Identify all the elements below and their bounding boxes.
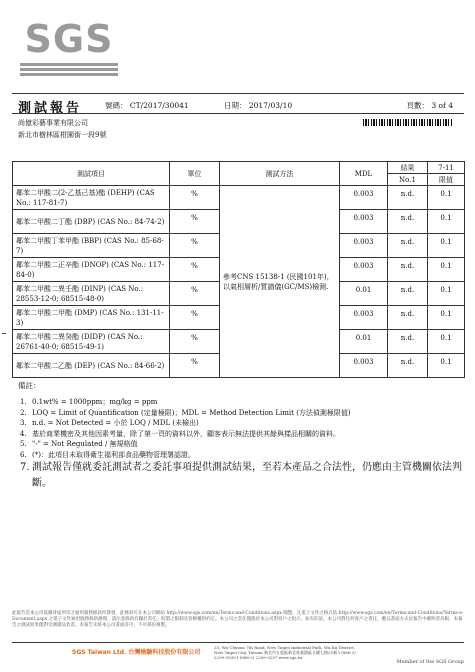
row-item: 鄰苯二甲酸二異癸酯 (DIDP) (CAS No.: 26761-40-0; 68515-49-1) [13,330,170,354]
note-item [18,397,463,408]
row-result: n.d. [388,282,428,306]
row-item: 鄰苯二甲酸二丁酯 (DBP) (CAS No.: 84-74-2) [13,210,170,234]
header-mdl: MDL [340,162,388,186]
report-date [224,100,292,111]
note-text: LOQ = Limit of Quantification (定量極限)；MDL = Method Detection Limit (方法偵測極限值) [32,408,351,417]
row-result: n.d. [388,258,428,282]
row-unit: % [170,282,220,306]
report-number-label: 號碼： [105,101,128,110]
company-name: 尚億彩藝事業有限公司 [18,119,88,127]
note-number: 3. [20,419,27,427]
header-item: 測試項目 [13,162,170,186]
row-limit: 0.1 [428,210,465,234]
header-result: 結果 [388,162,428,174]
footer-bar [12,645,464,665]
row-limit: 0.1 [428,186,465,210]
row-mdl: 0.01 [340,330,388,354]
header-method: 測試方法 [220,162,340,186]
row-mdl: 0.003 [340,210,388,234]
report-number-value: CT/2017/30041 [129,101,189,110]
note-item [18,450,463,461]
row-result: n.d. [388,210,428,234]
row-mdl: 0.003 [340,234,388,258]
note-text: 測試報告僅就委託測試者之委託事項提供測試結果，至若本產品之合法性，仍應由主管機關依法判斷。 [32,462,462,489]
sgs-logo [20,16,118,80]
row-mdl: 0.003 [340,258,388,282]
row-result: n.d. [388,234,428,258]
row-unit: % [170,210,220,234]
row-mdl: 0.01 [340,282,388,306]
row-mdl: 0.003 [340,186,388,210]
row-mdl: 0.003 [340,354,388,378]
row-limit: 0.1 [428,330,465,354]
barcode [363,119,453,126]
header-unit: 單位 [170,162,220,186]
row-result: n.d. [388,306,428,330]
company-block [18,117,106,141]
note-item [18,460,463,492]
row-result: n.d. [388,354,428,378]
note-text: "-" = Not Regulated / 無規格值 [32,440,138,448]
row-limit: 0.1 [428,282,465,306]
row-unit: % [170,306,220,330]
note-item [18,418,463,429]
row-result: n.d. [388,330,428,354]
note-item [18,429,463,440]
header-limit: 7-11 [428,162,465,174]
report-date-label: 日期： [224,101,247,110]
footer-member: Member of the SGS Group [396,659,464,665]
row-unit: % [170,234,220,258]
page-number-label: 頁數： [406,101,429,110]
row-item: 鄰苯二甲酸二(2-乙基己基)酯 (DEHP) (CAS No.: 117-81-7) [13,186,170,210]
notes-title: 備註： [18,381,41,390]
header-rule-bottom [12,113,464,114]
footer-disclaimer: 此報告是本公司依據背面所印之通用服務條款所簽發，此條款可在本公司網站 http://www.sgs.com/en/Terms-and-Conditions.aspx 閱覽，凡電子文件之格式依 http://www.sgs.com/en/Terms-and-Conditions/Terms-e-Document.aspx 之電子文件通用服務條款辦理。請注意條款有關於責任、賠償之限制及管轄權的約定。本公司之責任僅限於本公司對客戶之指示，如有的話。本公司對任何客戶之責任，應以書面方式於報告中載明者為限。本報告之測試結果僅對受測樣品負責。本報告未經本公司書面許可，不可部份複製。 [12,611,464,628]
note-text: 0.1wt% = 1000ppm；mg/kg = ppm [32,398,158,406]
footer-company: SGS Taiwan Ltd. 台灣檢驗科技股份有限公司 [72,649,201,656]
row-limit: 0.1 [428,306,465,330]
row-result: n.d. [388,186,428,210]
note-number: 1. [20,398,27,406]
note-item [18,439,463,450]
row-item: 鄰苯二甲酸二甲酯 (DMP) (CAS No.: 131-11-3) [13,306,170,330]
row-unit: % [170,330,220,354]
page-number-value: 3 of 4 [431,101,453,110]
test-method: 參考CNS 15138-1 (民國101年)，以氣相層析/質譜儀(GC/MS)檢測. [220,186,340,378]
note-text: (*)：此項目未取得衛生福利部食品藥物管理署認證。 [32,450,195,459]
row-unit: % [170,186,220,210]
note-number: 6. [20,450,27,459]
row-item: 鄰苯二甲酸二正辛酯 (DNOP) (CAS No.: 117-84-0) [13,258,170,282]
row-limit: 0.1 [428,234,465,258]
notes-section [18,380,463,492]
row-item: 鄰苯二甲酸二異壬酯 (DINP) (CAS No.: 28553-12-0; 68515-48-0) [13,282,170,306]
note-number: 5. [20,440,27,448]
note-text: 基於商業機密及其他因素考量，除了第一頁的資料以外，顧客表示無法提供其餘與樣品相關的資料。 [32,429,340,438]
note-text: n.d. = Not Detected = 小於 LOQ / MDL (未檢出) [32,419,199,427]
note-number: 4. [20,429,27,438]
note-number: 7. [20,462,30,473]
header-limit-sub: 限值 [428,174,465,186]
header-rule-top [12,93,464,94]
header-result-sub: No.1 [388,174,428,186]
page-number [407,100,454,111]
sgs-logo-bars [20,63,118,77]
results-table [12,161,465,378]
row-limit: 0.1 [428,354,465,378]
report-title: 測試報告 [18,101,83,116]
fold-mark [2,333,6,334]
report-date-value: 2017/03/10 [248,101,293,110]
footer-address: 25, Wu Chyuan 7th Road, New Taipei Industrial Park, Wu Ku District, New Taipei City, Taiwan 新北市五股區新北產業園區五權七路25號 t (886-2) 2299-3939 f (886-2) 2299-3237 www.sgs.tw [214,645,356,660]
sgs-logo-text: SGS [24,17,114,61]
table-row [13,186,465,210]
row-unit: % [170,258,220,282]
row-mdl: 0.003 [340,306,388,330]
note-item [18,408,463,419]
row-unit: % [170,354,220,378]
footer-rule [12,642,464,643]
row-limit: 0.1 [428,258,465,282]
company-address: 新北市樹林區柑園街一段9號 [18,131,107,139]
note-number: 2. [20,408,27,417]
row-item: 鄰苯二甲酸丁苯甲酯 (BBP) (CAS No.: 85-68-7) [13,234,170,258]
row-item: 鄰苯二甲酸二乙酯 (DEP) (CAS No.: 84-66-2) [13,354,170,378]
report-number [105,100,189,111]
